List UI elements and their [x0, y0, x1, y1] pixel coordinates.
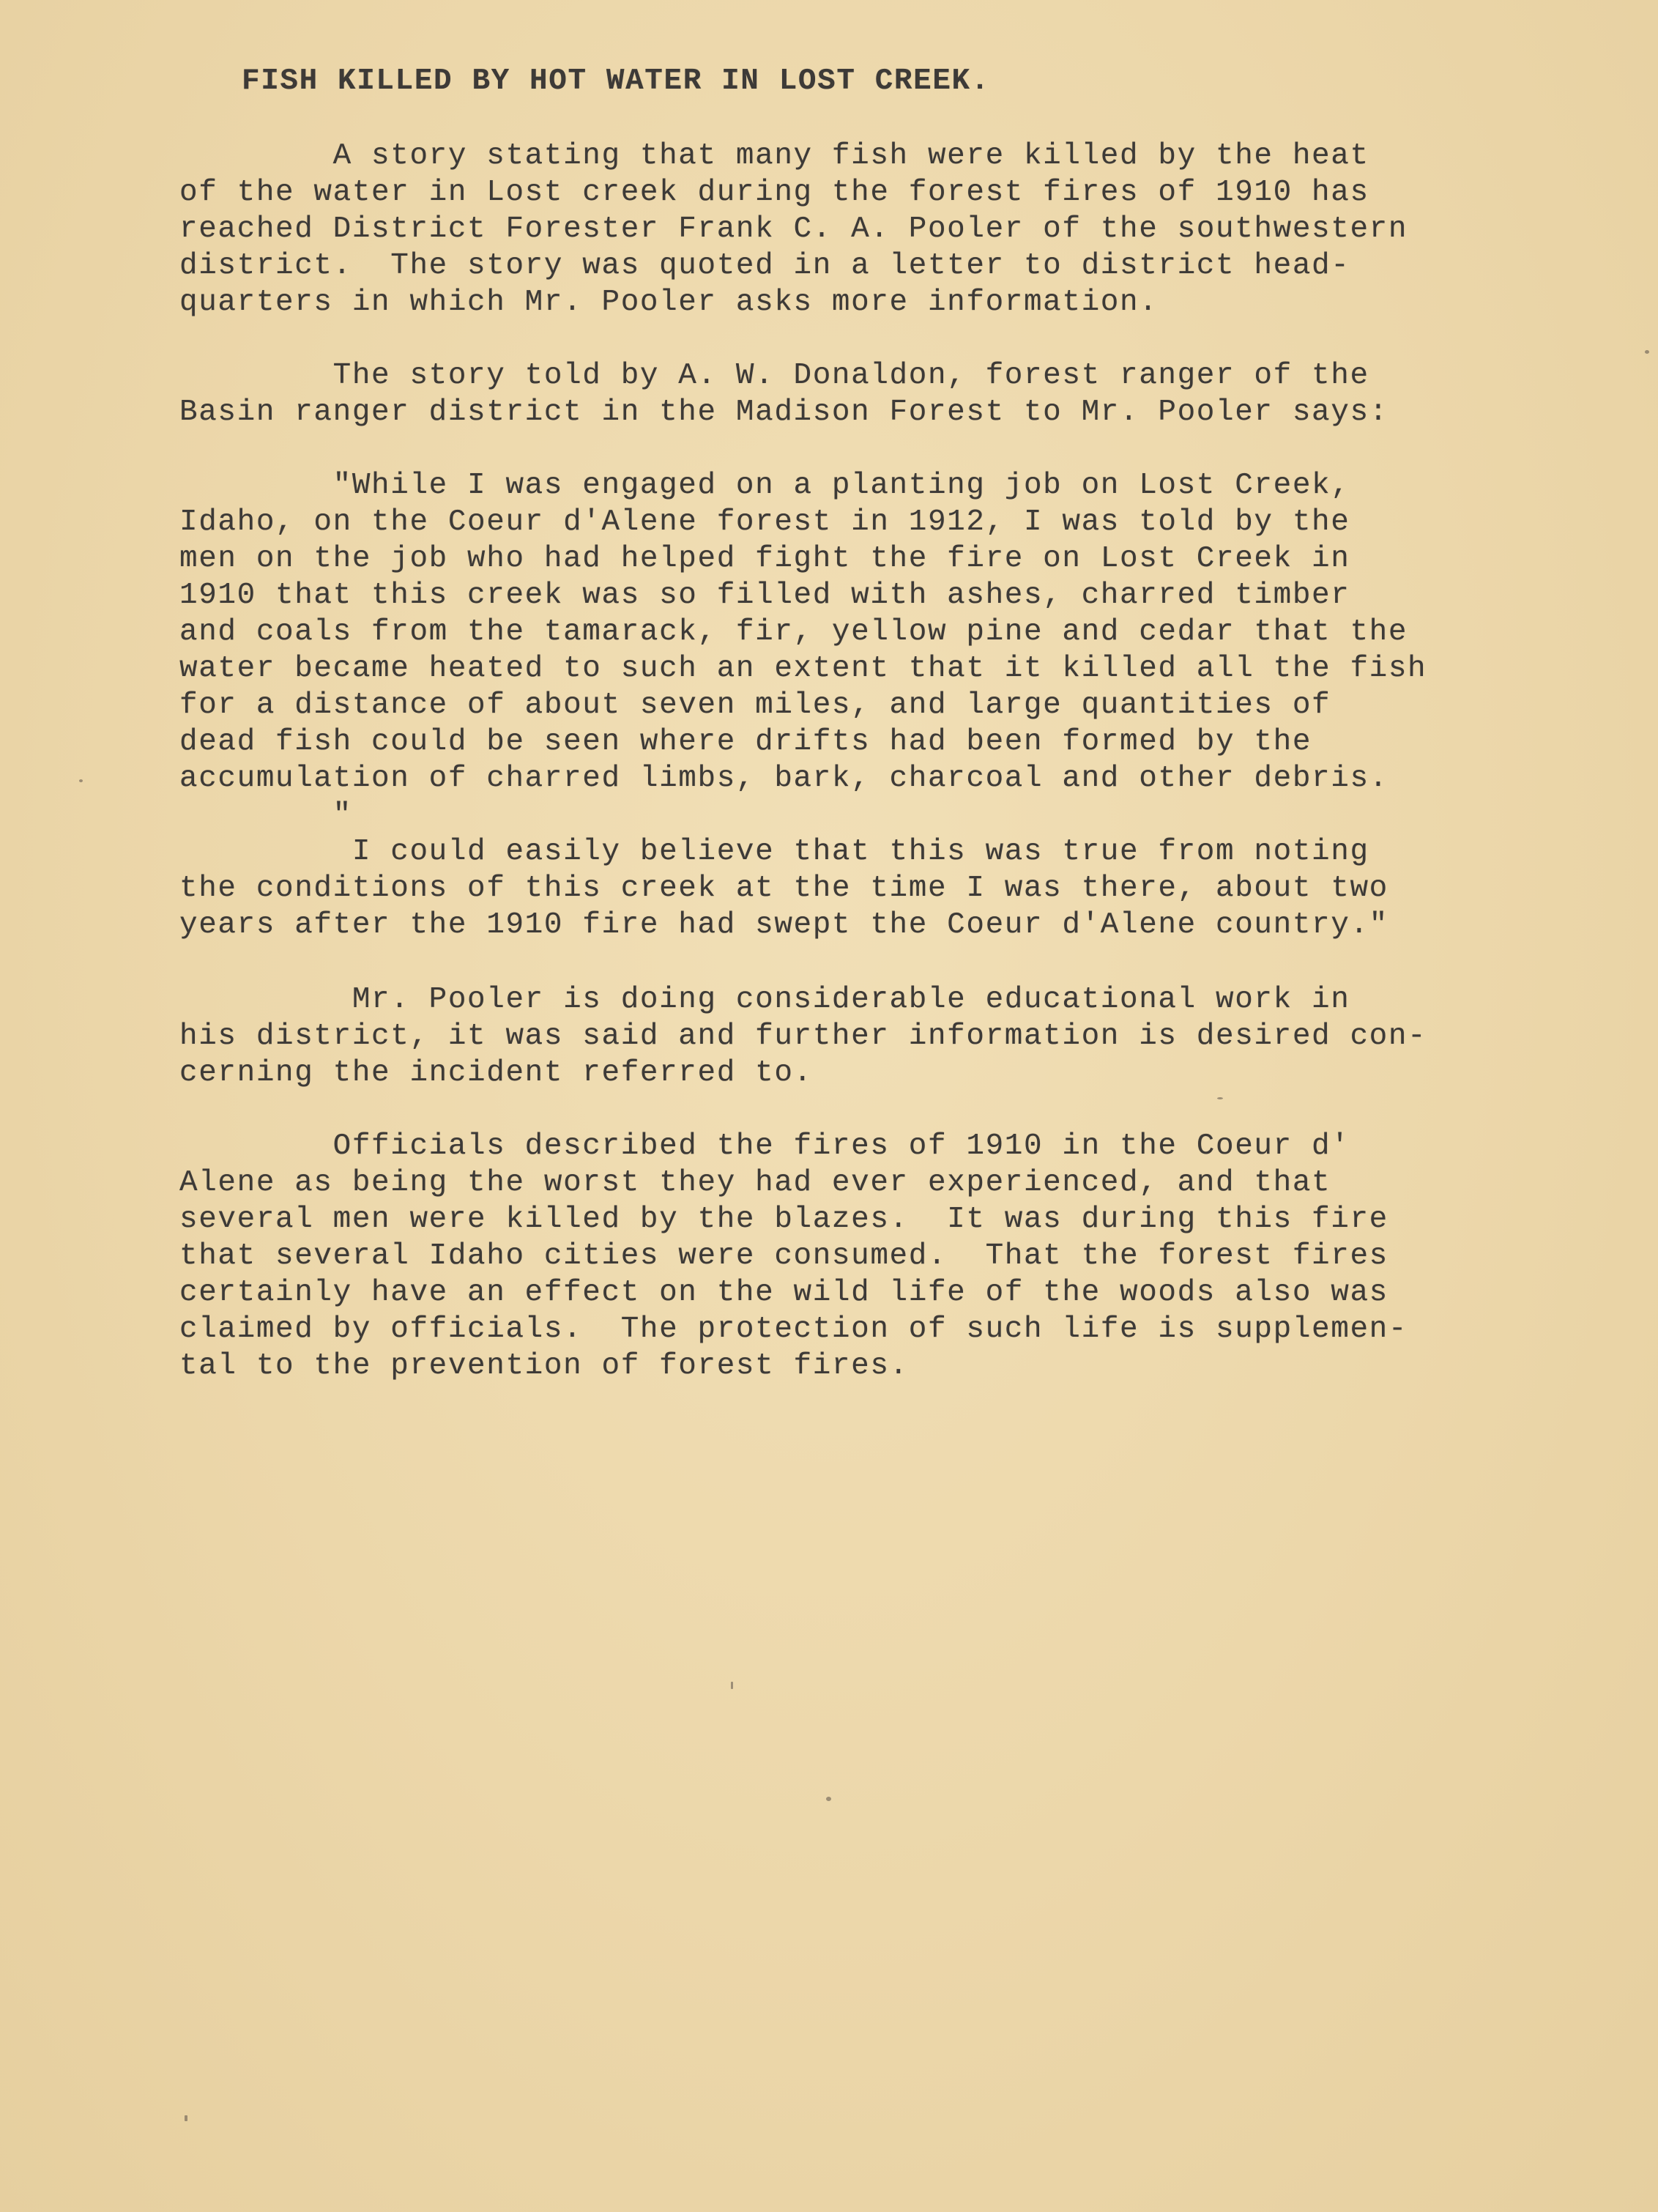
page-title: FISH KILLED BY HOT WATER IN LOST CREEK.: [242, 64, 990, 98]
paper-speck: [1217, 1097, 1223, 1099]
paper-mark: [731, 1682, 733, 1689]
paragraph-6: Officials described the fires of 1910 in the Coeur d' Alene as being the worst they had ever experienced, and that several men were killed by the blazes. It was during this fire that several Idaho cities were consumed. That the forest fires certainly have an effect on the wild life of the woods also was claimed by officials. The protection of such life is supplemen- tal to the prevention of forest fires.: [179, 1129, 1408, 1383]
paper-speck: [1645, 350, 1649, 354]
paragraph-2: The story told by A. W. Donaldon, forest ranger of the Basin ranger district in the Madison Forest to Mr. Pooler says:: [179, 359, 1389, 429]
paper-mark: [185, 2115, 187, 2121]
paragraph-1: A story stating that many fish were killed by the heat of the water in Lost creek during the forest fires of 1910 has reached District Forester Frank C. A. Pooler of the southwestern district. The story was quoted in a letter to district head- quarters in which Mr. Pooler asks more information.: [179, 139, 1408, 319]
paragraph-4: I could easily believe that this was true from noting the conditions of this creek at the time I was there, about two years after the 1910 fire had swept the Coeur d'Alene country.": [179, 835, 1389, 942]
paragraph-5: Mr. Pooler is doing considerable educational work in his district, it was said and further information is desired con- cerning the incident referred to.: [179, 983, 1427, 1090]
paper-speck: [826, 1797, 831, 1801]
paper-speck: [79, 779, 83, 782]
paragraph-3-quote: "While I was engaged on a planting job on Lost Creek, Idaho, on the Coeur d'Alene forest in 1912, I was told by the men on the job who had helped fight the fire on Lost Creek in 1910 that this creek was so filled with ashes, charred timber and coals from the tamarack, fir, yellow pine and cedar that the water became heated to such an extent that it killed all the fish for a distance of about seven miles, and large quantities of dead fish could be seen where drifts had been formed by the accumulation of charred limbs, bark, charcoal and other debris. ": [179, 469, 1427, 832]
